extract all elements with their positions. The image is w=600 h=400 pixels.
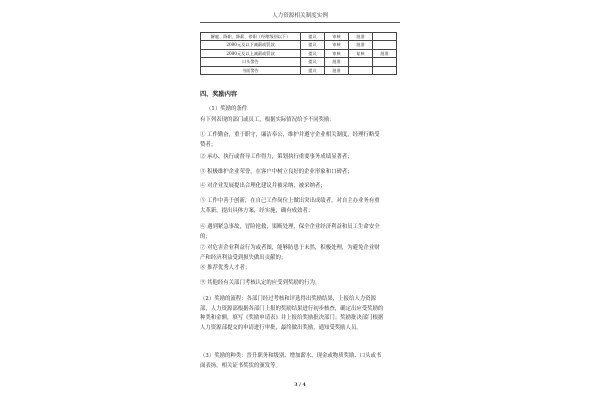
table-cell: 批准 [349,33,373,41]
condition-item-1: ① 工作勤奋，重于职守，廉洁奉公，维护并遵守企业相关制度，经理行略受赞者； [200,132,380,148]
table-row [201,49,397,57]
section-title: 四、奖励内容 [200,91,238,98]
table-row [201,41,397,49]
table-cell: 解雇、降职、降薪、停职（经理级别以下） [201,33,301,41]
table-row [201,58,397,66]
table-cell: 提议 [301,49,325,57]
table-cell: 批准 [373,49,397,57]
conditions-intro: 有下列表现的部门或员工，根据实际情况给予不同奖励： [200,117,335,123]
table-cell: 批准 [349,41,373,49]
table-row [201,66,397,74]
condition-item-8: ⑧ 推荐优秀人才者； [200,265,251,271]
header-rule [200,22,400,23]
table-cell [373,66,397,74]
reward-process-paragraph: （2）奖励的流程：各部门经过考核和评选得出奖励结果，上报给人力资源部，人力资源部根据各部门上报的奖励结果进行初步核查，确定出应受奖励的种类和金额，填写《奖励申请表》并上报给奖励批决部门；奖励批决部门根据人力资源部提交的申请进行审批，最终做出奖励，通知受奖励人员。 [200,296,384,331]
table-cell [373,33,397,41]
table-cell: 提议 [301,58,325,66]
condition-item-2: ② 承办、执行或督导工作得力，策划执行重要事务成绩显著者； [200,154,353,160]
table-cell: 提议 [301,66,325,74]
authority-table [200,32,397,75]
table-cell [349,58,373,66]
table-cell [349,66,373,74]
table-cell: 审核 [325,33,349,41]
condition-item-3: ③ 积极维护企业荣誉，在客户中树立良好的企业形象和口碑者； [200,169,353,175]
condition-item-4: ④ 对企业发展提出合理化建议并被采纳，被采纳者； [200,183,326,189]
table-cell: 复核 [349,49,373,57]
condition-item-9: ⑨ 其他经有关部门考核认定的应受到奖励的行为。 [200,280,321,286]
page-number: 3 / 4 [294,382,306,388]
table-cell: 书面警告 [201,66,301,74]
table-cell [373,41,397,49]
table-cell: 批准 [325,66,349,74]
table-cell: 审核 [325,41,349,49]
table-cell: 批准 [325,58,349,66]
table-cell: 2000元及以下减薪或罚款 [201,41,301,49]
subsection-conditions-heading: （1）奖励的条件 [206,106,248,112]
condition-item-6: ⑥ 遇到紧急事故，冒险抢救，果断处理，保全企业经济利益和员工生命安全的； [200,224,380,240]
table-cell: 提议 [301,41,325,49]
table-cell: 2000元及以上减薪或罚款 [201,49,301,57]
table-cell: 提议 [301,33,325,41]
table-row [201,33,397,41]
table-cell: 口头警告 [201,58,301,66]
table-cell: 审核 [325,49,349,57]
page-header-title: 人力资源相关制度实例 [272,13,328,19]
condition-item-5: ⑤ 工作中善于创新，在自己工作岗位上做出突出成绩者，对自主办业务有重大革新，提出具体方案，经实施，确有成效者； [200,198,380,214]
table-cell [373,58,397,66]
condition-item-7: ⑦ 对危害企业利益行为或者图，能够防患于未然，积极处理，为避免企业财产和经济利益受到损失做出贡献的； [200,245,380,261]
reward-types-paragraph: （3）奖励的种类：晋升职务和级别、增加薪水、现金或物质奖励、口头或书面表扬，相关证书奖状的颁发等。 [200,353,382,369]
